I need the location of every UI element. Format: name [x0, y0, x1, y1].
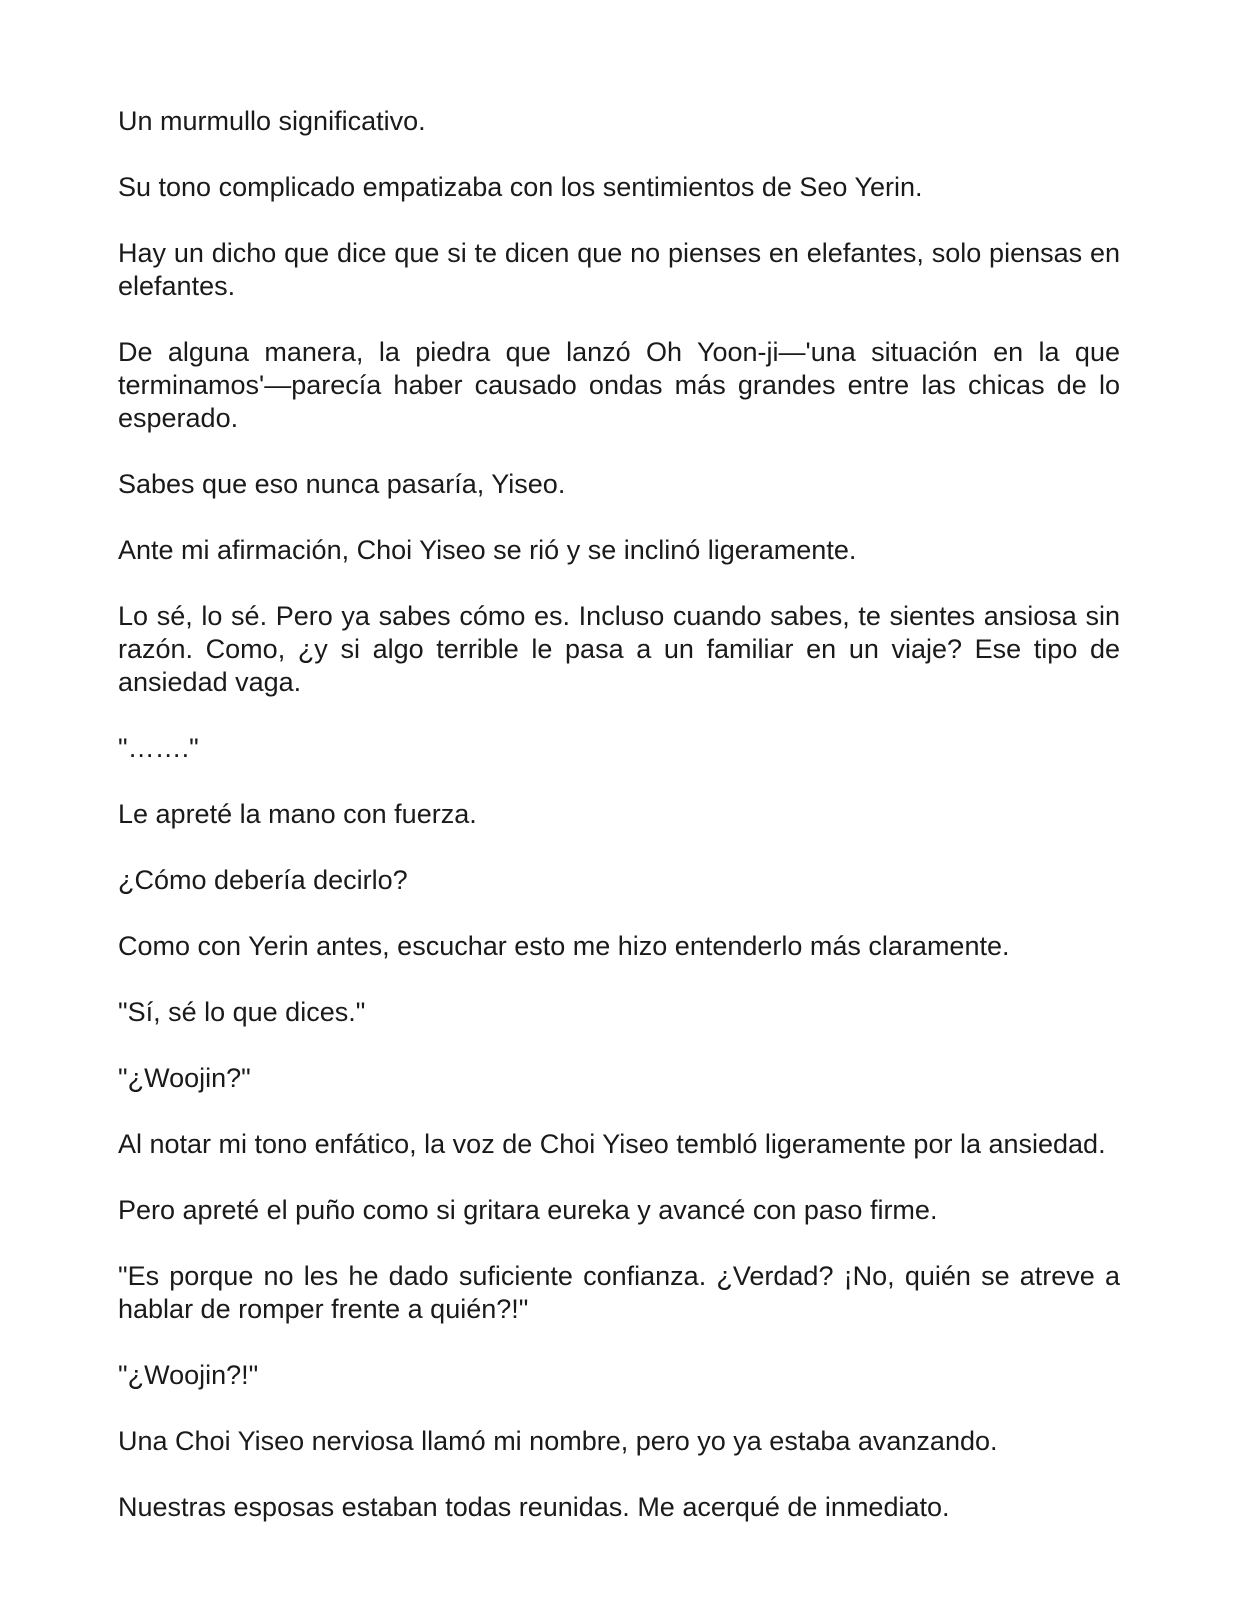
paragraph-4: De alguna manera, la piedra que lanzó Oh Yoon-ji—'una situación en la que terminamos'—parecía haber causado ondas más grandes entre las chicas de lo esperado. — [118, 337, 1120, 433]
paragraph-5: Sabes que eso nunca pasaría, Yiseo. — [118, 469, 566, 499]
paragraph-13: "¿Woojin?" — [118, 1063, 251, 1093]
paragraph-11: Como con Yerin antes, escuchar esto me hizo entenderlo más claramente. — [118, 931, 1010, 961]
paragraph-9: Le apreté la mano con fuerza. — [118, 799, 477, 829]
paragraph-7: Lo sé, lo sé. Pero ya sabes cómo es. Incluso cuando sabes, te sientes ansiosa sin razón. Como, ¿y si algo terrible le pasa a un familiar en un viaje? Ese tipo de ansiedad vaga. — [118, 601, 1120, 697]
paragraph-6: Ante mi afirmación, Choi Yiseo se rió y se inclinó ligeramente. — [118, 535, 857, 565]
paragraph-14: Al notar mi tono enfático, la voz de Choi Yiseo tembló ligeramente por la ansiedad. — [118, 1129, 1106, 1159]
paragraph-8: "……." — [118, 733, 199, 763]
paragraph-2: Su tono complicado empatizaba con los sentimientos de Seo Yerin. — [118, 172, 923, 202]
paragraph-10: ¿Cómo debería decirlo? — [118, 865, 408, 895]
paragraph-19: Nuestras esposas estaban todas reunidas. Me acerqué de inmediato. — [118, 1492, 950, 1522]
document-page — [118, 105, 1120, 1557]
paragraph-16: "Es porque no les he dado suficiente confianza. ¿Verdad? ¡No, quién se atreve a hablar de romper frente a quién?!" — [118, 1261, 1120, 1324]
paragraph-17: "¿Woojin?!" — [118, 1360, 259, 1390]
paragraph-18: Una Choi Yiseo nerviosa llamó mi nombre, pero yo ya estaba avanzando. — [118, 1426, 998, 1456]
paragraph-12: "Sí, sé lo que dices." — [118, 997, 366, 1027]
paragraph-15: Pero apreté el puño como si gritara eureka y avancé con paso firme. — [118, 1195, 938, 1225]
paragraph-1: Un murmullo significativo. — [118, 106, 426, 136]
paragraph-3: Hay un dicho que dice que si te dicen que no pienses en elefantes, solo piensas en elefantes. — [118, 238, 1120, 301]
